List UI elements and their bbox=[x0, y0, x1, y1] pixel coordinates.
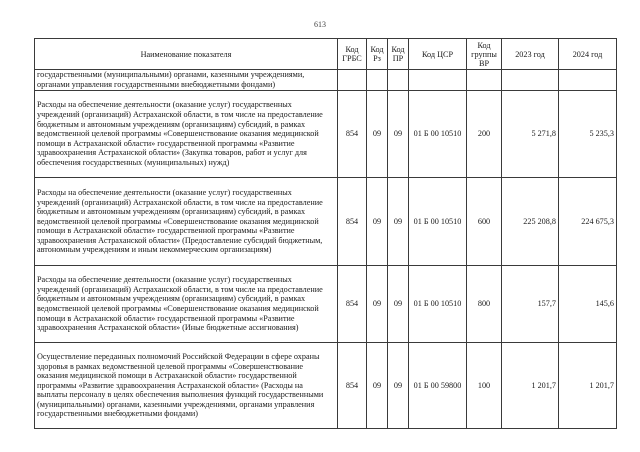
row-rz: 09 bbox=[367, 91, 388, 178]
row-2023: 1 201,7 bbox=[502, 343, 559, 429]
table-row bbox=[35, 266, 617, 343]
row-csr: 01 Б 00 59800 bbox=[409, 343, 467, 429]
header-pr: Код ПР bbox=[388, 39, 409, 70]
row-name: Расходы на обеспечение деятельности (оказание услуг) государственных учреждений (организаций) Астраханской области, в том числе на предоставление бюджетным и автономным учреждениям (организациям) субсидий, в рамках ведомственной целевой программы «Совершенствование оказания медицинской помощи в Астраханской области» государственной программы «Развитие здравоохранения Астраханской области» (Иные бюджетные ассигнования) bbox=[35, 266, 338, 343]
row-grbs: 854 bbox=[338, 343, 367, 429]
row-name: Осуществление переданных полномочий Российской Федерации в сфере охраны здоровья в рамках ведомственной целевой программы «Совершенствование оказания медицинской помощи в Астраханской области» государственной программы «Развитие здравоохранения Астраханской области» (Расходы на выплаты персоналу в целях обеспечения выполнения функций государственными (муниципальными) органами, казенными учреждениями, органами управления государственными внебюджетными фондами) bbox=[35, 343, 338, 429]
row-2023: 157,7 bbox=[502, 266, 559, 343]
page-number: 613 bbox=[314, 20, 326, 29]
header-2024: 2024 год bbox=[559, 39, 617, 70]
row-csr: 01 Б 00 10510 bbox=[409, 91, 467, 178]
table-row-continuation bbox=[35, 70, 617, 91]
row-rz: 09 bbox=[367, 343, 388, 429]
empty-cell bbox=[409, 70, 467, 91]
empty-cell bbox=[367, 70, 388, 91]
row-grbs: 854 bbox=[338, 266, 367, 343]
empty-cell bbox=[559, 70, 617, 91]
row-vr: 800 bbox=[467, 266, 502, 343]
row-2024: 5 235,3 bbox=[559, 91, 617, 178]
row-2024: 1 201,7 bbox=[559, 343, 617, 429]
table-row bbox=[35, 91, 617, 178]
header-name: Наименование показателя bbox=[35, 39, 338, 70]
row-rz: 09 bbox=[367, 266, 388, 343]
row-2024: 145,6 bbox=[559, 266, 617, 343]
row-2023: 5 271,8 bbox=[502, 91, 559, 178]
budget-table bbox=[34, 38, 617, 429]
header-vr: Код группы ВР bbox=[467, 39, 502, 70]
row-vr: 100 bbox=[467, 343, 502, 429]
row-grbs: 854 bbox=[338, 178, 367, 266]
header-2023: 2023 год bbox=[502, 39, 559, 70]
header-row bbox=[35, 39, 617, 70]
empty-cell bbox=[467, 70, 502, 91]
row-name: государственными (муниципальными) органами, казенными учреждениями, органами управления государственными внебюджетными фондами) bbox=[35, 70, 338, 91]
empty-cell bbox=[388, 70, 409, 91]
empty-cell bbox=[338, 70, 367, 91]
row-vr: 200 bbox=[467, 91, 502, 178]
row-grbs: 854 bbox=[338, 91, 367, 178]
row-2024: 224 675,3 bbox=[559, 178, 617, 266]
row-vr: 600 bbox=[467, 178, 502, 266]
row-pr: 09 bbox=[388, 178, 409, 266]
row-pr: 09 bbox=[388, 343, 409, 429]
header-grbs: Код ГРБС bbox=[338, 39, 367, 70]
row-pr: 09 bbox=[388, 91, 409, 178]
row-pr: 09 bbox=[388, 266, 409, 343]
header-rz: Код Рз bbox=[367, 39, 388, 70]
row-name: Расходы на обеспечение деятельности (оказание услуг) государственных учреждений (организаций) Астраханской области, в том числе на предоставление бюджетным и автономным учреждениям (организациям) субсидий, в рамках ведомственной целевой программы «Совершенствование оказания медицинской помощи в Астраханской области» государственной программы «Развитие здравоохранения Астраханской области» (Закупка товаров, работ и услуг для обеспечения государственных (муниципальных) нужд) bbox=[35, 91, 338, 178]
row-rz: 09 bbox=[367, 178, 388, 266]
row-csr: 01 Б 00 10510 bbox=[409, 178, 467, 266]
header-csr: Код ЦСР bbox=[409, 39, 467, 70]
table-row bbox=[35, 178, 617, 266]
row-2023: 225 208,8 bbox=[502, 178, 559, 266]
row-name: Расходы на обеспечение деятельности (оказание услуг) государственных учреждений (организаций) Астраханской области, в том числе на предоставление бюджетным и автономным учреждениям (организациям) субсидий, в рамках ведомственной целевой программы «Совершенствование оказания медицинской помощи в Астраханской области» государственной программы «Развитие здравоохранения Астраханской области» (Предоставление субсидий бюджетным, автономным учреждениям и иным некоммерческим организациям) bbox=[35, 178, 338, 266]
empty-cell bbox=[502, 70, 559, 91]
row-csr: 01 Б 00 10510 bbox=[409, 266, 467, 343]
table-row bbox=[35, 343, 617, 429]
